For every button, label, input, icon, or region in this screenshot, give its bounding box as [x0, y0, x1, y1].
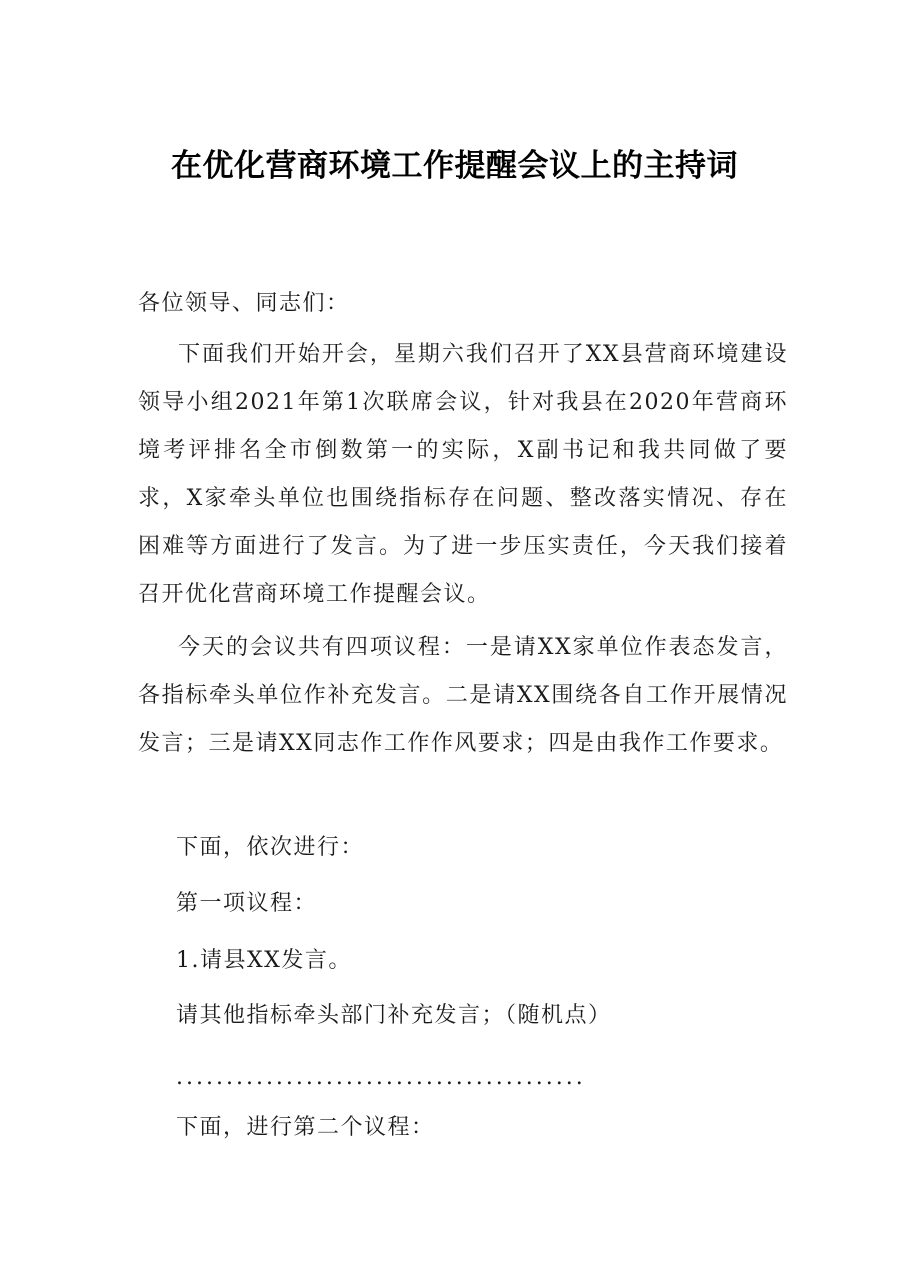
paragraph-opening [138, 331, 788, 619]
paragraph-agenda-overview [138, 624, 788, 768]
line-other-departments: 请其他指标牵头部门补充发言；（随机点） [176, 1003, 612, 1028]
paragraph-agenda-overview-text: 今天的会议共有四项议程：一是请XX家单位作表态发言，各指标牵头单位作补充发言。二是请XX围绕各自工作开展情况发言；三是请XX同志作工作作风要求；四是由我作工作要求。 [138, 635, 788, 756]
paragraph-opening-text: 下面我们开始开会，星期六我们召开了XX县营商环境建设领导小组2021年第1次联席会议，针对我县在2020年营商环境考评排名全市倒数第一的实际，X副书记和我共同做了要求，X家牵头单位也围绕指标存在问题、整改落实情况、存在困难等方面进行了发言。为了进一步压实责任，今天我们接着召开优化营商环境工作提醒会议。 [138, 342, 788, 607]
line-item-first: 1.请县XX发言。 [176, 948, 352, 973]
line-agenda-second: 下面，进行第二个议程： [176, 1115, 435, 1140]
salutation [138, 280, 788, 328]
line-proceed: 下面，依次进行： [176, 835, 365, 860]
document-title: 在优化营商环境工作提醒会议上的主持词 [171, 148, 738, 184]
salutation-text: 各位领导、同志们： [138, 291, 350, 316]
line-dots-separator: ......................................... [176, 1065, 586, 1090]
line-agenda-first: 第一项议程： [176, 891, 318, 916]
